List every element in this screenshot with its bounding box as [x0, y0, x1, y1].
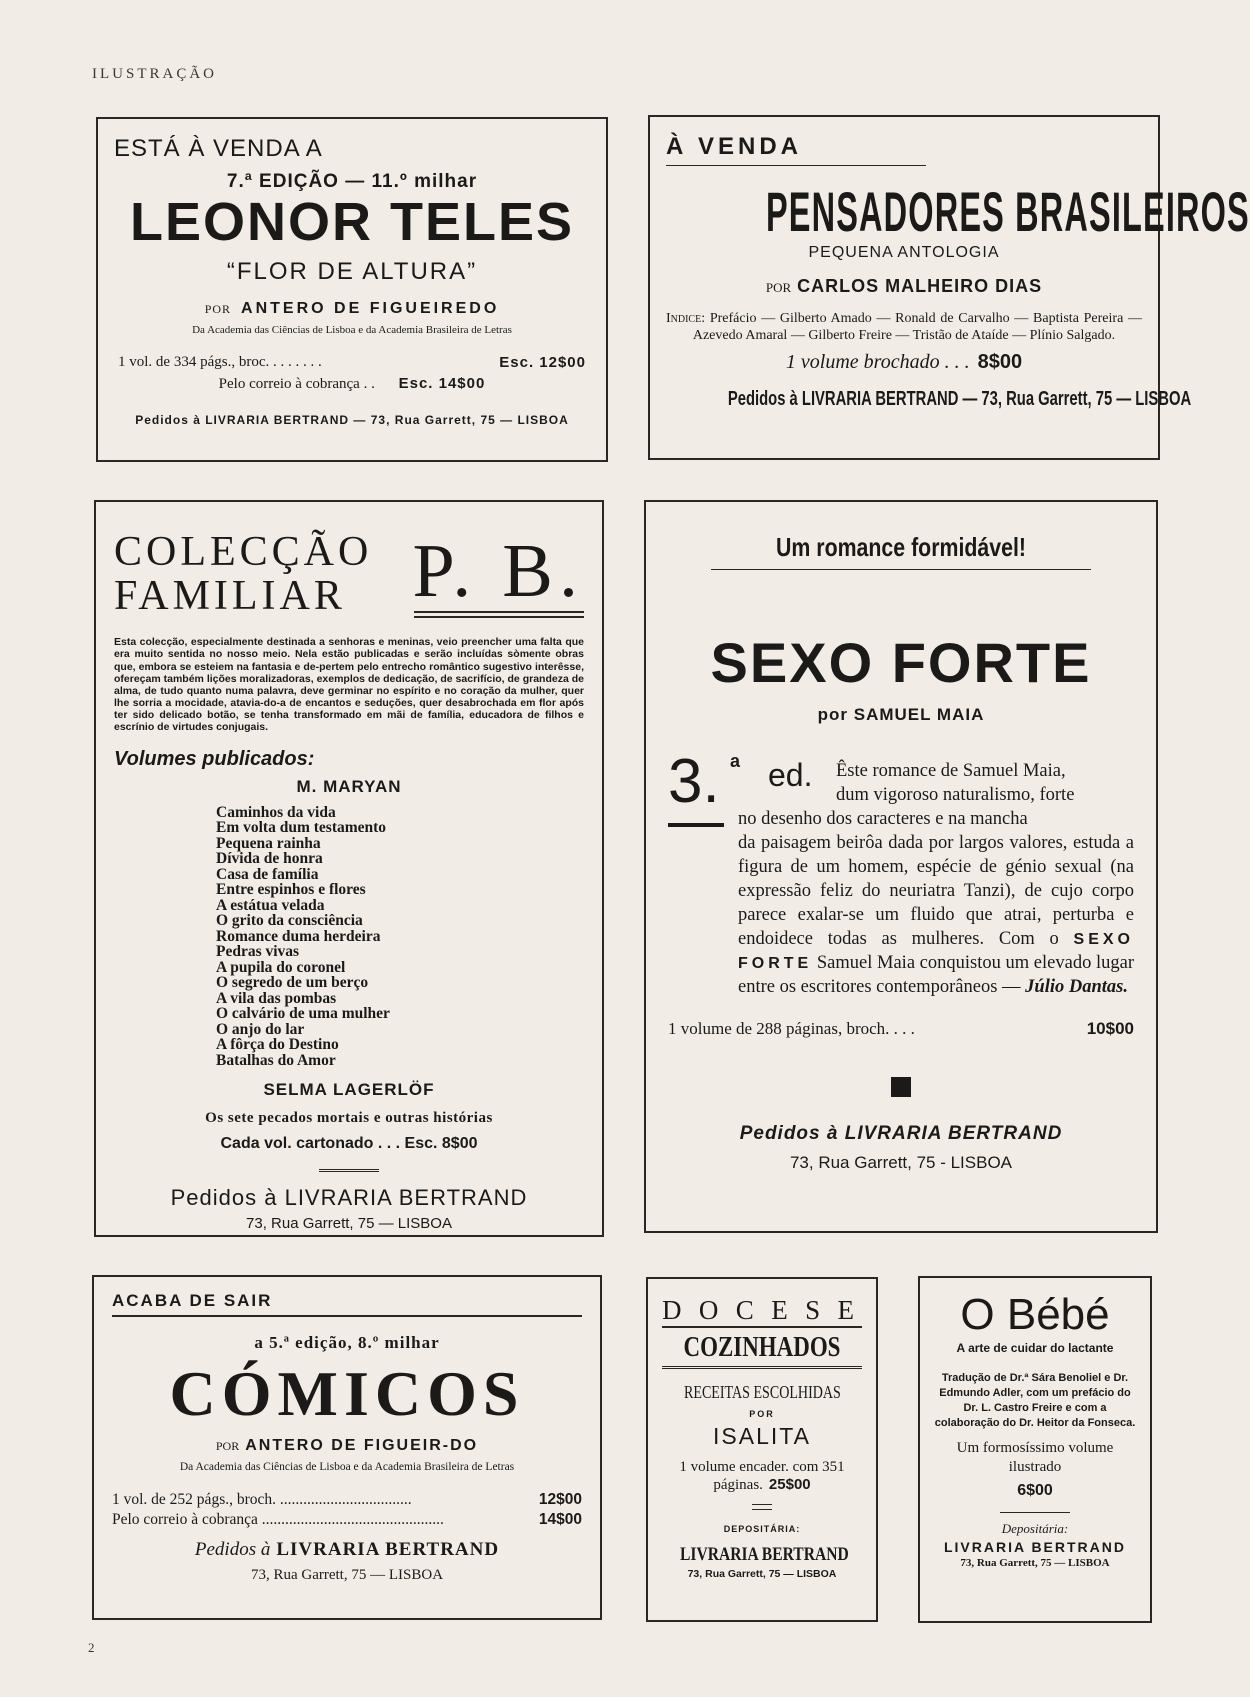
book-title: O Bébé: [960, 1290, 1110, 1339]
book-title-line1: [662, 1295, 862, 1326]
price-value-mail: 14$00: [538, 1511, 582, 1529]
ad-lead: ACABA DE SAIR: [112, 1291, 273, 1310]
index-label: Indice: [666, 311, 702, 326]
review-line-1: Êste romance de Samuel Maia,: [836, 761, 1066, 781]
orders-name: LIVRARIA BERTRAND: [276, 1539, 500, 1561]
byline: [112, 1437, 582, 1455]
separator-rule: [752, 1504, 772, 1510]
price-value: 6$00: [1017, 1482, 1053, 1500]
ad-doces-cozinhados: [646, 1277, 878, 1622]
review-author: Júlio Dantas.: [1025, 977, 1128, 998]
review-line-2: dum vigoroso naturalismo, forte: [836, 785, 1075, 806]
running-title: ILUSTRAÇÃO: [92, 66, 218, 82]
edition-number: 3.: [668, 747, 720, 816]
list-item: A estátua velada: [216, 896, 325, 914]
title-letter: E: [771, 1295, 796, 1325]
price-label: 1 volume de 288 páginas, broch. . . .: [668, 1019, 915, 1039]
edition-bar: [668, 823, 724, 827]
review-text-end: Samuel Maia conquistou um elevado lugar entre os escritores contemporâneos —: [738, 953, 1134, 998]
collection-title: [114, 530, 584, 618]
book-title: SEXO FORTE: [710, 631, 1092, 694]
list-item: Em volta dum testamento: [216, 819, 387, 837]
review-line-3: no desenho dos caracteres e na mancha: [738, 809, 1028, 830]
price-row: [112, 1491, 582, 1509]
other-title: Os sete pecados mortais e outras histórias: [205, 1110, 493, 1127]
list-item: Romance duma herdeira: [216, 927, 381, 945]
author-name: ANTERO DE FIGUEIREDO: [241, 300, 500, 318]
orders-prefix: Pedidos à: [194, 1539, 271, 1561]
orders-line: Pedidos à LIVRARIA BERTRAND — 73, Rua Garrett, 75 — LISBOA: [727, 387, 1192, 410]
list-item: Pequena rainha: [216, 834, 321, 852]
ad-pensadores-brasileiros: [648, 115, 1250, 460]
price-value: 8$00: [977, 350, 1023, 373]
separator-rule: [1000, 1512, 1070, 1513]
book-subtitle: RECEITAS ESCOLHIDAS: [684, 1382, 841, 1402]
byline: [666, 276, 1142, 297]
price-label-mail: Pelo correio à cobrança . .: [218, 376, 375, 393]
collection-initials: P. B.: [412, 529, 584, 614]
edition-word: ed.: [768, 757, 813, 793]
address-line: 73, Rua Garrett, 75 — LISBOA: [960, 1557, 1110, 1570]
by-label: POR: [215, 1439, 240, 1454]
volumes-heading: Volumes publicados:: [114, 747, 315, 770]
edition-line: 7.ª EDIÇÃO — 11.º milhar: [226, 171, 478, 192]
author-lagerlof: SELMA LAGERLÖF: [263, 1080, 435, 1100]
price-value: 10$00: [1086, 1019, 1134, 1039]
volume-line: Um formosíssimo volume ilustrado: [956, 1439, 1114, 1475]
price-value-mail: Esc. 14$00: [398, 375, 486, 393]
book-subtitle: A arte de cuidar do lactante: [956, 1341, 1114, 1356]
volume-line: [666, 351, 1142, 374]
edition-mark: [668, 747, 813, 827]
by-label: POR: [749, 1409, 775, 1419]
author-name: ISALITA: [713, 1423, 811, 1449]
book-title: PENSADORES BRASILEIROS: [765, 180, 1250, 243]
orders-line: Pedidos à LIVRARIA BERTRAND: [170, 1185, 528, 1211]
address-line: 73, Rua Garrett, 75 - LISBOA: [789, 1153, 1013, 1173]
volume-label: 1 volume encader. com 351 páginas.: [679, 1459, 845, 1493]
list-item: Batalhas do Amor: [216, 1051, 336, 1069]
price-line: Cada vol. cartonado . . . Esc. 8$00: [220, 1135, 478, 1153]
title-rule: [662, 1326, 862, 1328]
review-line-4-start: [668, 831, 1134, 999]
author-maryan: M. MARYAN: [296, 776, 402, 796]
price-value: 12$00: [538, 1491, 582, 1509]
title-letter: S: [805, 1295, 829, 1325]
list-item: A fôrça do Destino: [216, 1036, 339, 1054]
address-line: 73, Rua Garrett, 75 — LISBOA: [250, 1567, 444, 1584]
list-item: Entre espinhos e flores: [216, 881, 366, 899]
review-book-title: SEXO FORTE: [738, 931, 1134, 973]
byline: [114, 300, 590, 318]
ad-comicos: [92, 1275, 602, 1620]
author-affiliation: Da Academia das Ciências de Lisboa e da Academia Brasileira de Letras: [192, 324, 512, 337]
list-item: Dívida de honra: [216, 850, 323, 868]
price-value: Esc. 12$00: [499, 354, 586, 372]
edition-line: a 5.ª edição, 8.º milhar: [254, 1333, 440, 1352]
volume-label: 1 volume brochado . . .: [785, 350, 970, 373]
tagline: Um romance formidável!: [776, 532, 1026, 562]
list-item: A vila das pombas: [216, 989, 337, 1007]
title-letter: D: [662, 1295, 690, 1325]
title-letter: C: [735, 1295, 762, 1325]
book-subtitle: “FLOR DE ALTURA”: [226, 258, 478, 286]
ad-colleccao-familiar: [94, 500, 604, 1237]
collection-name-line2: FAMILIAR: [114, 573, 346, 620]
index-text: : Prefácio — Gilberto Amado — Ronald de Carvalho — Baptista Pereira — Azevedo Amaral — Gilberto Freire — Tristão de Ataíde — Plínio Salgado.: [692, 311, 1142, 343]
orders-line: [112, 1539, 582, 1561]
price-row: [114, 354, 590, 371]
price-row-mail: [114, 375, 590, 393]
author-name: CARLOS MALHEIRO DIAS: [797, 276, 1043, 296]
ad-lead: ESTÁ À VENDA A: [114, 135, 323, 162]
volume-list: [216, 805, 584, 1069]
depositary-name: LIVRARIA BERTRAND: [680, 1544, 849, 1565]
price-label-mail: Pelo correio à cobrança ...............................................: [112, 1511, 444, 1529]
price-row: [668, 1019, 1134, 1039]
price-value: 25$00: [768, 1476, 811, 1493]
review-block: [668, 747, 1134, 999]
orders-line: Pedidos à LIVRARIA BERTRAND — 73, Rua Garrett, 75 — LISBOA: [135, 413, 569, 428]
list-item: O anjo do lar: [216, 1020, 305, 1038]
credits: Tradução de Dr.ª Sára Benoliel e Dr. Edmundo Adler, com um prefácio do Dr. L. Castro Freire e com a colaboração do Dr. Heitor da Fonseca.: [934, 1372, 1136, 1429]
price-row-mail: [112, 1511, 582, 1529]
collection-intro: Esta colecção, especialmente destinada a senhoras e meninas, veio preencher uma falta que era muito sentida no nosso meio. Nela estão publicadas e serão incluídas sòmente obras que, embora se esteiem na fantasia e de-pertem pelo entrecho romântico sugestivo interêsse, ofereçam também lições moralizadoras, exemplos de dedicação, de sacrifício, de grandeza de alma, de tudo quanto numa palavra, deve germinar no espírito e no coração da mulher, quer lhe sorria a mocidade, atavia-do-a de encantos e seduções, quer desabrochada em flor após ter sido delicado botão, se tenha transformado em mãi de família, educadora de filhos e escrínio de virtudes conjugais.: [114, 636, 584, 734]
lead-rule: [666, 165, 926, 166]
book-subtitle: PEQUENA ANTOLOGIA: [808, 244, 1000, 261]
page-number: 2: [88, 1640, 95, 1655]
list-item: A pupila do coronel: [216, 958, 346, 976]
separator-rule: [319, 1169, 379, 1173]
volume-line: [662, 1458, 862, 1494]
depositary-name: LIVRARIA BERTRAND: [943, 1539, 1127, 1556]
list-item: O grito da consciência: [216, 912, 363, 930]
list-item: Casa de família: [216, 865, 319, 883]
depositary-label: Depositária:: [1001, 1521, 1069, 1537]
title-double-rule: [662, 1366, 862, 1370]
edition-superscript: a: [730, 751, 741, 771]
collection-initials-block: [412, 529, 584, 618]
depositary-label: DEPOSITÁRIA:: [723, 1524, 801, 1534]
list-item: Pedras vivas: [216, 943, 300, 961]
collection-name-line1: COLECÇÃO: [114, 529, 373, 575]
list-item: Caminhos da vida: [216, 803, 336, 821]
title-letter: E: [837, 1295, 862, 1325]
address-line: 73, Rua Garrett, 75 — LISBOA: [246, 1215, 452, 1233]
ad-lead: À VENDA: [666, 133, 803, 160]
title-letter: O: [698, 1295, 727, 1325]
by-label: POR: [204, 302, 232, 317]
byline: por SAMUEL MAIA: [817, 705, 985, 724]
author-affiliation: Da Academia das Ciências de Lisboa e da Academia Brasileira de Letras: [179, 1461, 515, 1474]
tagline-rule: [711, 569, 1091, 570]
ornament-square: [891, 1077, 911, 1097]
collection-name: [114, 530, 372, 618]
by-label: POR: [765, 280, 792, 295]
contents-index: [666, 311, 1142, 345]
list-item: O calvário de uma mulher: [216, 1005, 390, 1023]
price-label: 1 vol. de 252 págs., broch. ..................................: [112, 1491, 412, 1509]
ad-o-bebe: [918, 1276, 1152, 1623]
book-title: CÓMICOS: [169, 1358, 525, 1429]
ad-sexo-forte: [644, 500, 1158, 1233]
author-name: ANTERO DE FIGUEIR-DO: [245, 1437, 479, 1455]
lead-rule: [112, 1315, 582, 1317]
review-text-body: da paisagem beirôa dada por largos valores, estuda a figura de um homem, espécie de génio sexual (na expressão feliz do neuriatra Tanzi), de cujo corpo parece exalar-se um fluido que atrai, perturba e endoidece todas as mulheres. Com o: [738, 833, 1134, 950]
price-label: 1 vol. de 334 págs., broc. . . . . . . .: [118, 354, 322, 371]
address-line: 73, Rua Garrett, 75 — LISBOA: [687, 1568, 837, 1580]
book-title-line2: COZINHADOS: [683, 1332, 841, 1363]
ad-leonor-teles: [96, 117, 608, 462]
book-title: LEONOR TELES: [129, 192, 575, 252]
orders-line: Pedidos à LIVRARIA BERTRAND: [739, 1123, 1063, 1145]
list-item: O segredo de um berço: [216, 974, 369, 992]
